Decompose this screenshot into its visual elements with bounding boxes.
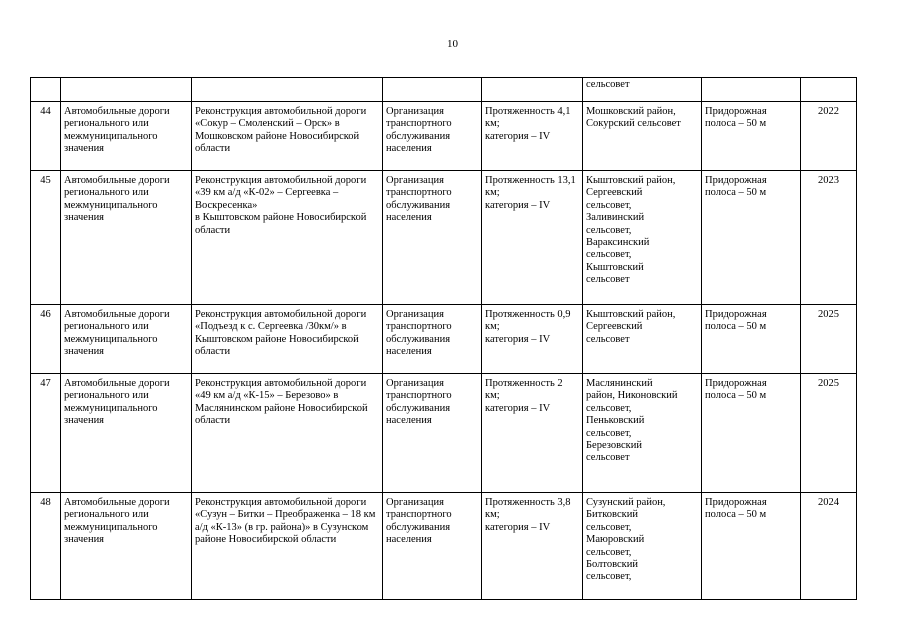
- cell-category: [61, 78, 192, 102]
- cell-number: 45: [31, 171, 61, 305]
- cell-location: Кыштовский район, Сергеевский сельсовет, Заливинский сельсовет, Вараксинский сельсовет, Кыштовский сельсовет: [583, 171, 702, 305]
- table-row: [31, 305, 857, 374]
- cell-purpose: [383, 78, 482, 102]
- cell-category: Автомобильные дороги регионального или межмуниципального значения: [61, 305, 192, 374]
- cell-characteristics: Протяженность 13,1 км; категория – IV: [482, 171, 583, 305]
- cell-zone: Придорожная полоса – 50 м: [702, 102, 801, 171]
- cell-year: 2025: [801, 305, 857, 374]
- table-row: [31, 374, 857, 493]
- table-row: [31, 78, 857, 102]
- cell-zone: Придорожная полоса – 50 м: [702, 493, 801, 600]
- cell-zone: Придорожная полоса – 50 м: [702, 171, 801, 305]
- cell-year: 2025: [801, 374, 857, 493]
- cell-object-name: Реконструкция автомобильной дороги «Сузун – Битки – Преображенка – 18 км а/д «К-13» (в гр. района)» в Сузунском районе Новосибирской области: [192, 493, 383, 600]
- cell-year: 2023: [801, 171, 857, 305]
- cell-purpose: Организация транспортного обслуживания населения: [383, 102, 482, 171]
- cell-number: [31, 78, 61, 102]
- cell-characteristics: Протяженность 4,1 км; категория – IV: [482, 102, 583, 171]
- cell-zone: Придорожная полоса – 50 м: [702, 374, 801, 493]
- cell-purpose: Организация транспортного обслуживания населения: [383, 374, 482, 493]
- cell-category: Автомобильные дороги регионального или межмуниципального значения: [61, 374, 192, 493]
- table-row: [31, 171, 857, 305]
- cell-year: 2024: [801, 493, 857, 600]
- cell-number: 47: [31, 374, 61, 493]
- cell-purpose: Организация транспортного обслуживания населения: [383, 305, 482, 374]
- page-number: 10: [447, 38, 458, 50]
- table-row: [31, 102, 857, 171]
- cell-location: Маслянинский район, Никоновский сельсовет, Пеньковский сельсовет, Березовский сельсовет: [583, 374, 702, 493]
- cell-year: [801, 78, 857, 102]
- cell-number: 48: [31, 493, 61, 600]
- cell-location: Мошковский район, Сокурский сельсовет: [583, 102, 702, 171]
- cell-category: Автомобильные дороги регионального или межмуниципального значения: [61, 493, 192, 600]
- cell-object-name: Реконструкция автомобильной дороги «Подъезд к с. Сергеевка /30км/» в Кыштовском районе Новосибирской области: [192, 305, 383, 374]
- cell-object-name: Реконструкция автомобильной дороги «39 км а/д «К-02» – Сергеевка – Воскресенка» в Кыштовском районе Новосибирской области: [192, 171, 383, 305]
- cell-category: Автомобильные дороги регионального или межмуниципального значения: [61, 102, 192, 171]
- cell-number: 44: [31, 102, 61, 171]
- cell-characteristics: Протяженность 2 км; категория – IV: [482, 374, 583, 493]
- road-projects-table: [30, 77, 857, 600]
- cell-purpose: Организация транспортного обслуживания населения: [383, 171, 482, 305]
- cell-characteristics: Протяженность 3,8 км; категория – IV: [482, 493, 583, 600]
- cell-object-name: Реконструкция автомобильной дороги «Сокур – Смоленский – Орск» в Мошковском районе Новосибирской области: [192, 102, 383, 171]
- cell-object-name: [192, 78, 383, 102]
- cell-location: Кыштовский район, Сергеевский сельсовет: [583, 305, 702, 374]
- cell-characteristics: [482, 78, 583, 102]
- cell-purpose: Организация транспортного обслуживания населения: [383, 493, 482, 600]
- cell-object-name: Реконструкция автомобильной дороги «49 км а/д «К-15» – Березово» в Маслянинском районе Новосибирской области: [192, 374, 383, 493]
- cell-characteristics: Протяженность 0,9 км; категория – IV: [482, 305, 583, 374]
- cell-number: 46: [31, 305, 61, 374]
- cell-location: сельсовет: [583, 78, 702, 102]
- cell-location: Сузунский район, Битковский сельсовет, Маюровский сельсовет, Болтовский сельсовет,: [583, 493, 702, 600]
- cell-category: Автомобильные дороги регионального или межмуниципального значения: [61, 171, 192, 305]
- cell-year: 2022: [801, 102, 857, 171]
- cell-zone: [702, 78, 801, 102]
- cell-zone: Придорожная полоса – 50 м: [702, 305, 801, 374]
- table-row: [31, 493, 857, 600]
